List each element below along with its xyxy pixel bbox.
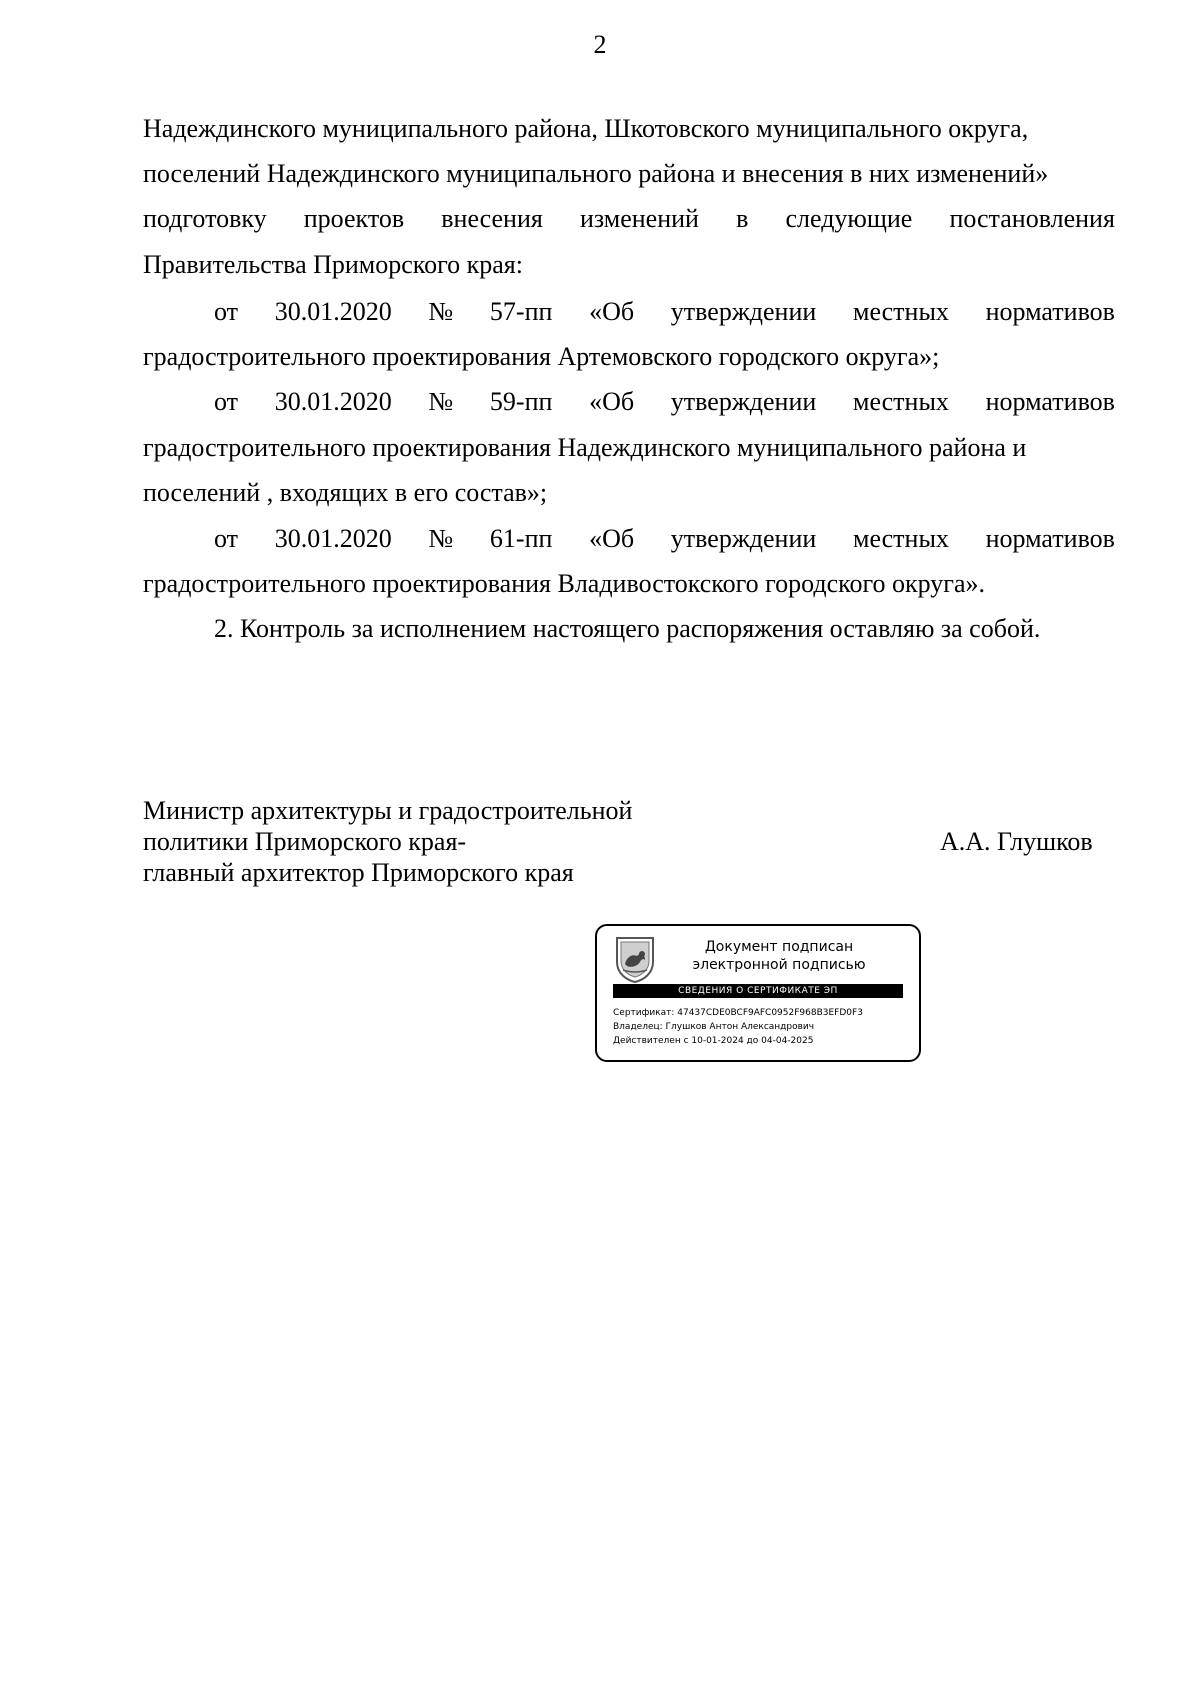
item-first-line [214,385,1115,419]
word: утверждении [670,524,817,553]
word: в [736,204,749,233]
stamp-certificate-bar: СВЕДЕНИЯ О СЕРТИФИКАТЕ ЭП [613,984,903,998]
e-signature-stamp [595,924,921,1062]
signatory-position [143,795,632,888]
body-line: Правительства Приморского края: [143,250,523,279]
word: от [214,524,239,553]
word: 57-пп [489,297,553,326]
word: местных [853,297,949,326]
stamp-owner: Владелец: Глушков Антон Александрович [613,1022,815,1032]
body-line: Надеждинского муниципального района, Шкотовского муниципального округа, [143,114,1029,143]
word: от [214,387,239,416]
stamp-certificate-number: Сертификат: 47437CDE0BCF9AFC0952F968B3EFD0F3 [613,1008,863,1018]
word: нормативов [985,387,1115,416]
stamp-certificate-info [613,1006,863,1048]
word: 30.01.2020 [274,387,392,416]
body-line-justified [143,202,1115,236]
word: 30.01.2020 [274,297,392,326]
word: местных [853,524,949,553]
word: нормативов [985,524,1115,553]
signatory-position-line: Министр архитектуры и градостроительной [143,796,633,825]
word: нормативов [985,297,1115,326]
word: «Об [589,524,635,553]
word: изменений [579,204,699,233]
stamp-title-line: Документ подписан [704,939,854,955]
body-line: поселений , входящих в его состав»; [143,478,548,507]
body-line: градостроительного проектирования Артемовского городского округа»; [143,342,940,371]
signatory-position-line: главный архитектор Приморского края [143,858,574,887]
word: 30.01.2020 [274,524,392,553]
word: проектов [303,204,405,233]
body-line: 2. Контроль за исполнением настоящего распоряжения оставляю за собой. [214,614,1041,643]
signatory-position-line: политики Приморского края- [143,827,467,856]
stamp-title [659,938,899,974]
word: местных [853,387,949,416]
coat-of-arms-icon [613,934,657,984]
word: «Об [589,297,635,326]
word: 59-пп [489,387,553,416]
word: постановления [949,204,1115,233]
word: внесения [441,204,543,233]
word: утверждении [670,297,817,326]
word: 61-пп [489,524,553,553]
word: № [428,524,454,553]
body-line: поселений Надеждинского муниципального района и внесения в них изменений» [143,159,1049,188]
body-line: градостроительного проектирования Владивостокского городского округа». [143,569,985,598]
item-first-line [214,295,1115,329]
word: подготовку [143,204,267,233]
item-first-line [214,522,1115,556]
word: следующие [785,204,913,233]
word: № [428,297,454,326]
signatory-name: А.А. Глушков [940,827,1093,856]
word: от [214,297,239,326]
word: «Об [589,387,635,416]
body-line: градостроительного проектирования Надеждинского муниципального района и [143,433,1027,462]
word: утверждении [670,387,817,416]
word: № [428,387,454,416]
stamp-validity: Действителен с 10-01-2024 до 04-04-2025 [613,1036,814,1046]
stamp-title-line: электронной подписью [692,957,866,973]
page-number: 2 [593,30,607,59]
